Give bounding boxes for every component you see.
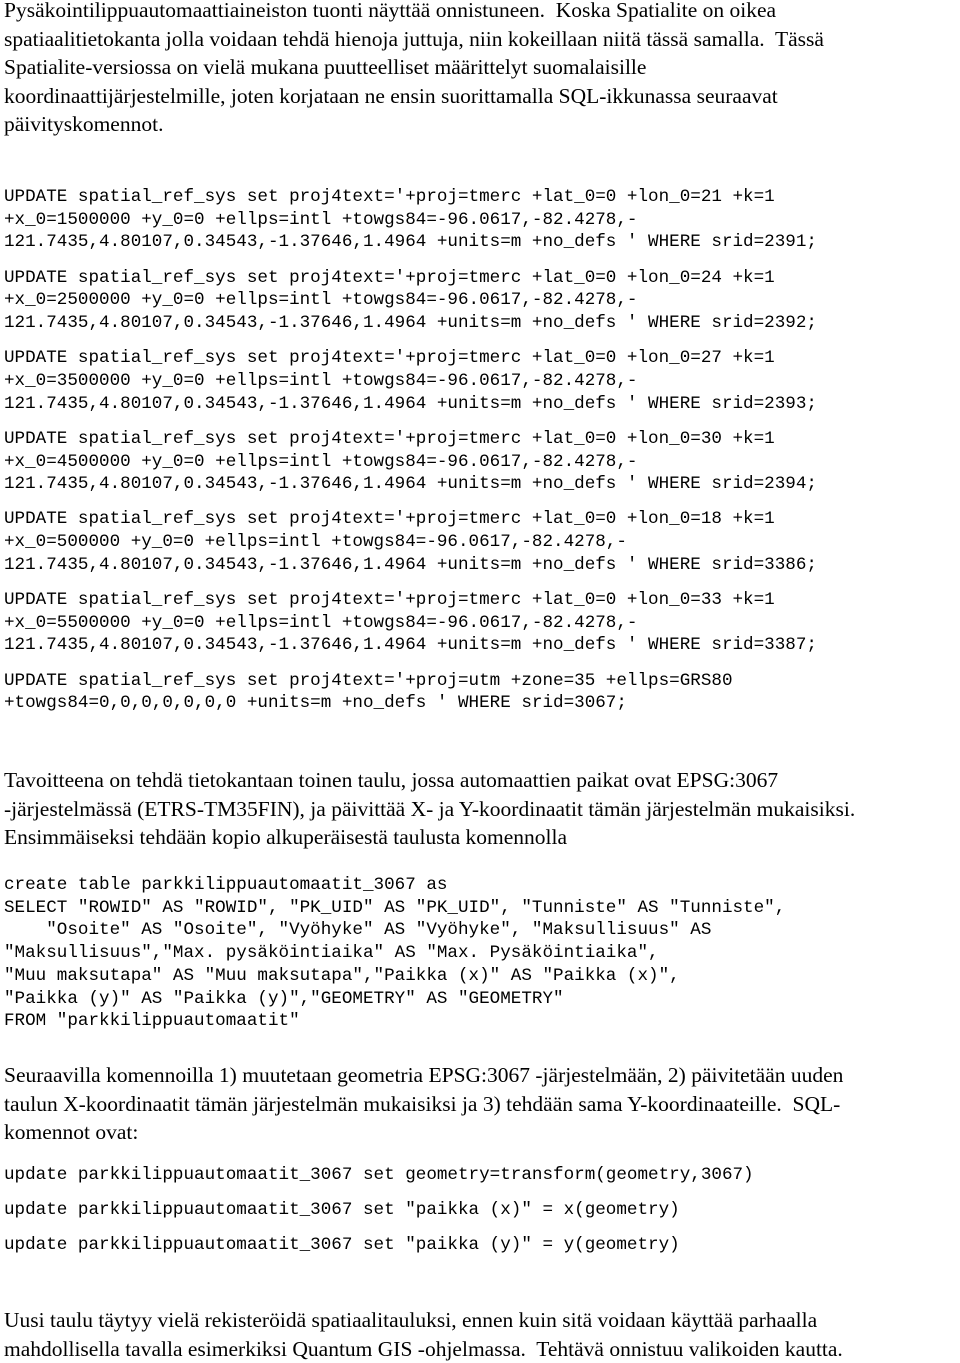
register-paragraph: Uusi taulu täytyy vielä rekisteröidä spatiaalitauluksi, ennen kuin sitä voidaan käyttää parhaalla mahdollisella tavalla esimerkiksi Quantum GIS -ohjelmassa. Tehtävä onnistuu valikoiden kautta.	[4, 1308, 843, 1361]
sql-update-commands	[4, 186, 817, 728]
sql-update-3387: UPDATE spatial_ref_sys set proj4text='+proj=tmerc +lat_0=0 +lon_0=33 +k=1 +x_0=5500000 +y_0=0 +ellps=intl +towgs84=-96.0617,-82.4278,- 121.7435,4.80107,0.34543,-1.37646,1.4964 +units=m +no_defs ' WHERE srid=3387;	[4, 590, 817, 656]
sql-update-2394: UPDATE spatial_ref_sys set proj4text='+proj=tmerc +lat_0=0 +lon_0=30 +k=1 +x_0=4500000 +y_0=0 +ellps=intl +towgs84=-96.0617,-82.4278,- 121.7435,4.80107,0.34543,-1.37646,1.4964 +units=m +no_defs ' WHERE srid=2394;	[4, 428, 817, 495]
sql-update-3067: UPDATE spatial_ref_sys set proj4text='+proj=utm +zone=35 +ellps=GRS80 +towgs84=0,0,0,0,0,0,0 +units=m +no_defs ' WHERE srid=3067;	[4, 670, 733, 714]
sql-update-2391: UPDATE spatial_ref_sys set proj4text='+proj=tmerc +lat_0=0 +lon_0=21 +k=1 +x_0=1500000 +y_0=0 +ellps=intl +towgs84=-96.0617,-82.4278,- 121.7435,4.80107,0.34543,-1.37646,1.4964 +units=m +no_defs ' WHERE srid=2391;	[4, 187, 817, 253]
sql-update-3386: UPDATE spatial_ref_sys set proj4text='+proj=tmerc +lat_0=0 +lon_0=18 +k=1 +x_0=500000 +y_0=0 +ellps=intl +towgs84=-96.0617,-82.4278,- 121.7435,4.80107,0.34543,-1.37646,1.4964 +units=m +no_defs ' WHERE srid=3386;	[4, 509, 817, 575]
sql-transform-geometry: update parkkilippuautomaatit_3067 set geometry=transform(geometry,3067)	[4, 1165, 754, 1185]
sql-update-2393: UPDATE spatial_ref_sys set proj4text='+proj=tmerc +lat_0=0 +lon_0=27 +k=1 +x_0=3500000 +y_0=0 +ellps=intl +towgs84=-96.0617,-82.4278,- 121.7435,4.80107,0.34543,-1.37646,1.4964 +units=m +no_defs ' WHERE srid=2393;	[4, 348, 817, 414]
intro-paragraph: Pysäkointilippuautomaattiaineiston tuonti näyttää onnistuneen. Koska Spatialite on oikea spatiaalitietokanta jolla voidaan tehdä hienoja juttuja, niin kokeillaan niitä tässä samalla. Tässä Spatialite-versiossa on vielä mukana puutteelliset määrittelyt suomalaisille koordinaattijärjestelmille, joten korjataan ne ensin suorittamalla SQL-ikkunassa seuraavat päivityskomennot.	[4, 0, 824, 136]
sql-transform-commands	[4, 1164, 754, 1269]
goal-paragraph: Tavoitteena on tehdä tietokantaan toinen taulu, jossa automaattien paikat ovat EPSG:3067 -järjestelmässä (ETRS-TM35FIN), ja päivittää X- ja Y-koordinaatit tämän järjestelmän mukaisiksi. Ensimmäiseksi tehdään kopio alkuperäisestä taulusta komennolla	[4, 768, 856, 849]
sql-update-x: update parkkilippuautomaatit_3067 set "paikka (x)" = x(geometry)	[4, 1200, 680, 1221]
sql-update-2392: UPDATE spatial_ref_sys set proj4text='+proj=tmerc +lat_0=0 +lon_0=24 +k=1 +x_0=2500000 +y_0=0 +ellps=intl +towgs84=-96.0617,-82.4278,- 121.7435,4.80107,0.34543,-1.37646,1.4964 +units=m +no_defs ' WHERE srid=2392;	[4, 267, 817, 334]
sql-create-table: create table parkkilippuautomaatit_3067 as SELECT "ROWID" AS "ROWID", "PK_UID" AS "PK_UID", "Tunniste" AS "Tunniste", "Osoite" AS "Osoite", "Vyöhyke" AS "Vyöhyke", "Maksullisuus" AS "Maksullisuus","Max. pysäköintiaika" AS "Max. Pysäköintiaika", "Muu maksutapa" AS "Muu maksutapa","Paikka (x)" AS "Paikka (x)", "Paikka (y)" AS "Paikka (y)","GEOMETRY" AS "GEOMETRY" FROM "parkkilippuautomaatit"	[4, 875, 786, 1032]
sql-update-y: update parkkilippuautomaatit_3067 set "paikka (y)" = y(geometry)	[4, 1235, 680, 1256]
transform-paragraph: Seuraavilla komennoilla 1) muutetaan geometria EPSG:3067 -järjestelmään, 2) päivitetään uuden taulun X-koordinaatit tämän järjestelmän mukaisiksi ja 3) tehdään sama Y-koordinaateille. SQL- komennot ovat:	[4, 1063, 844, 1144]
